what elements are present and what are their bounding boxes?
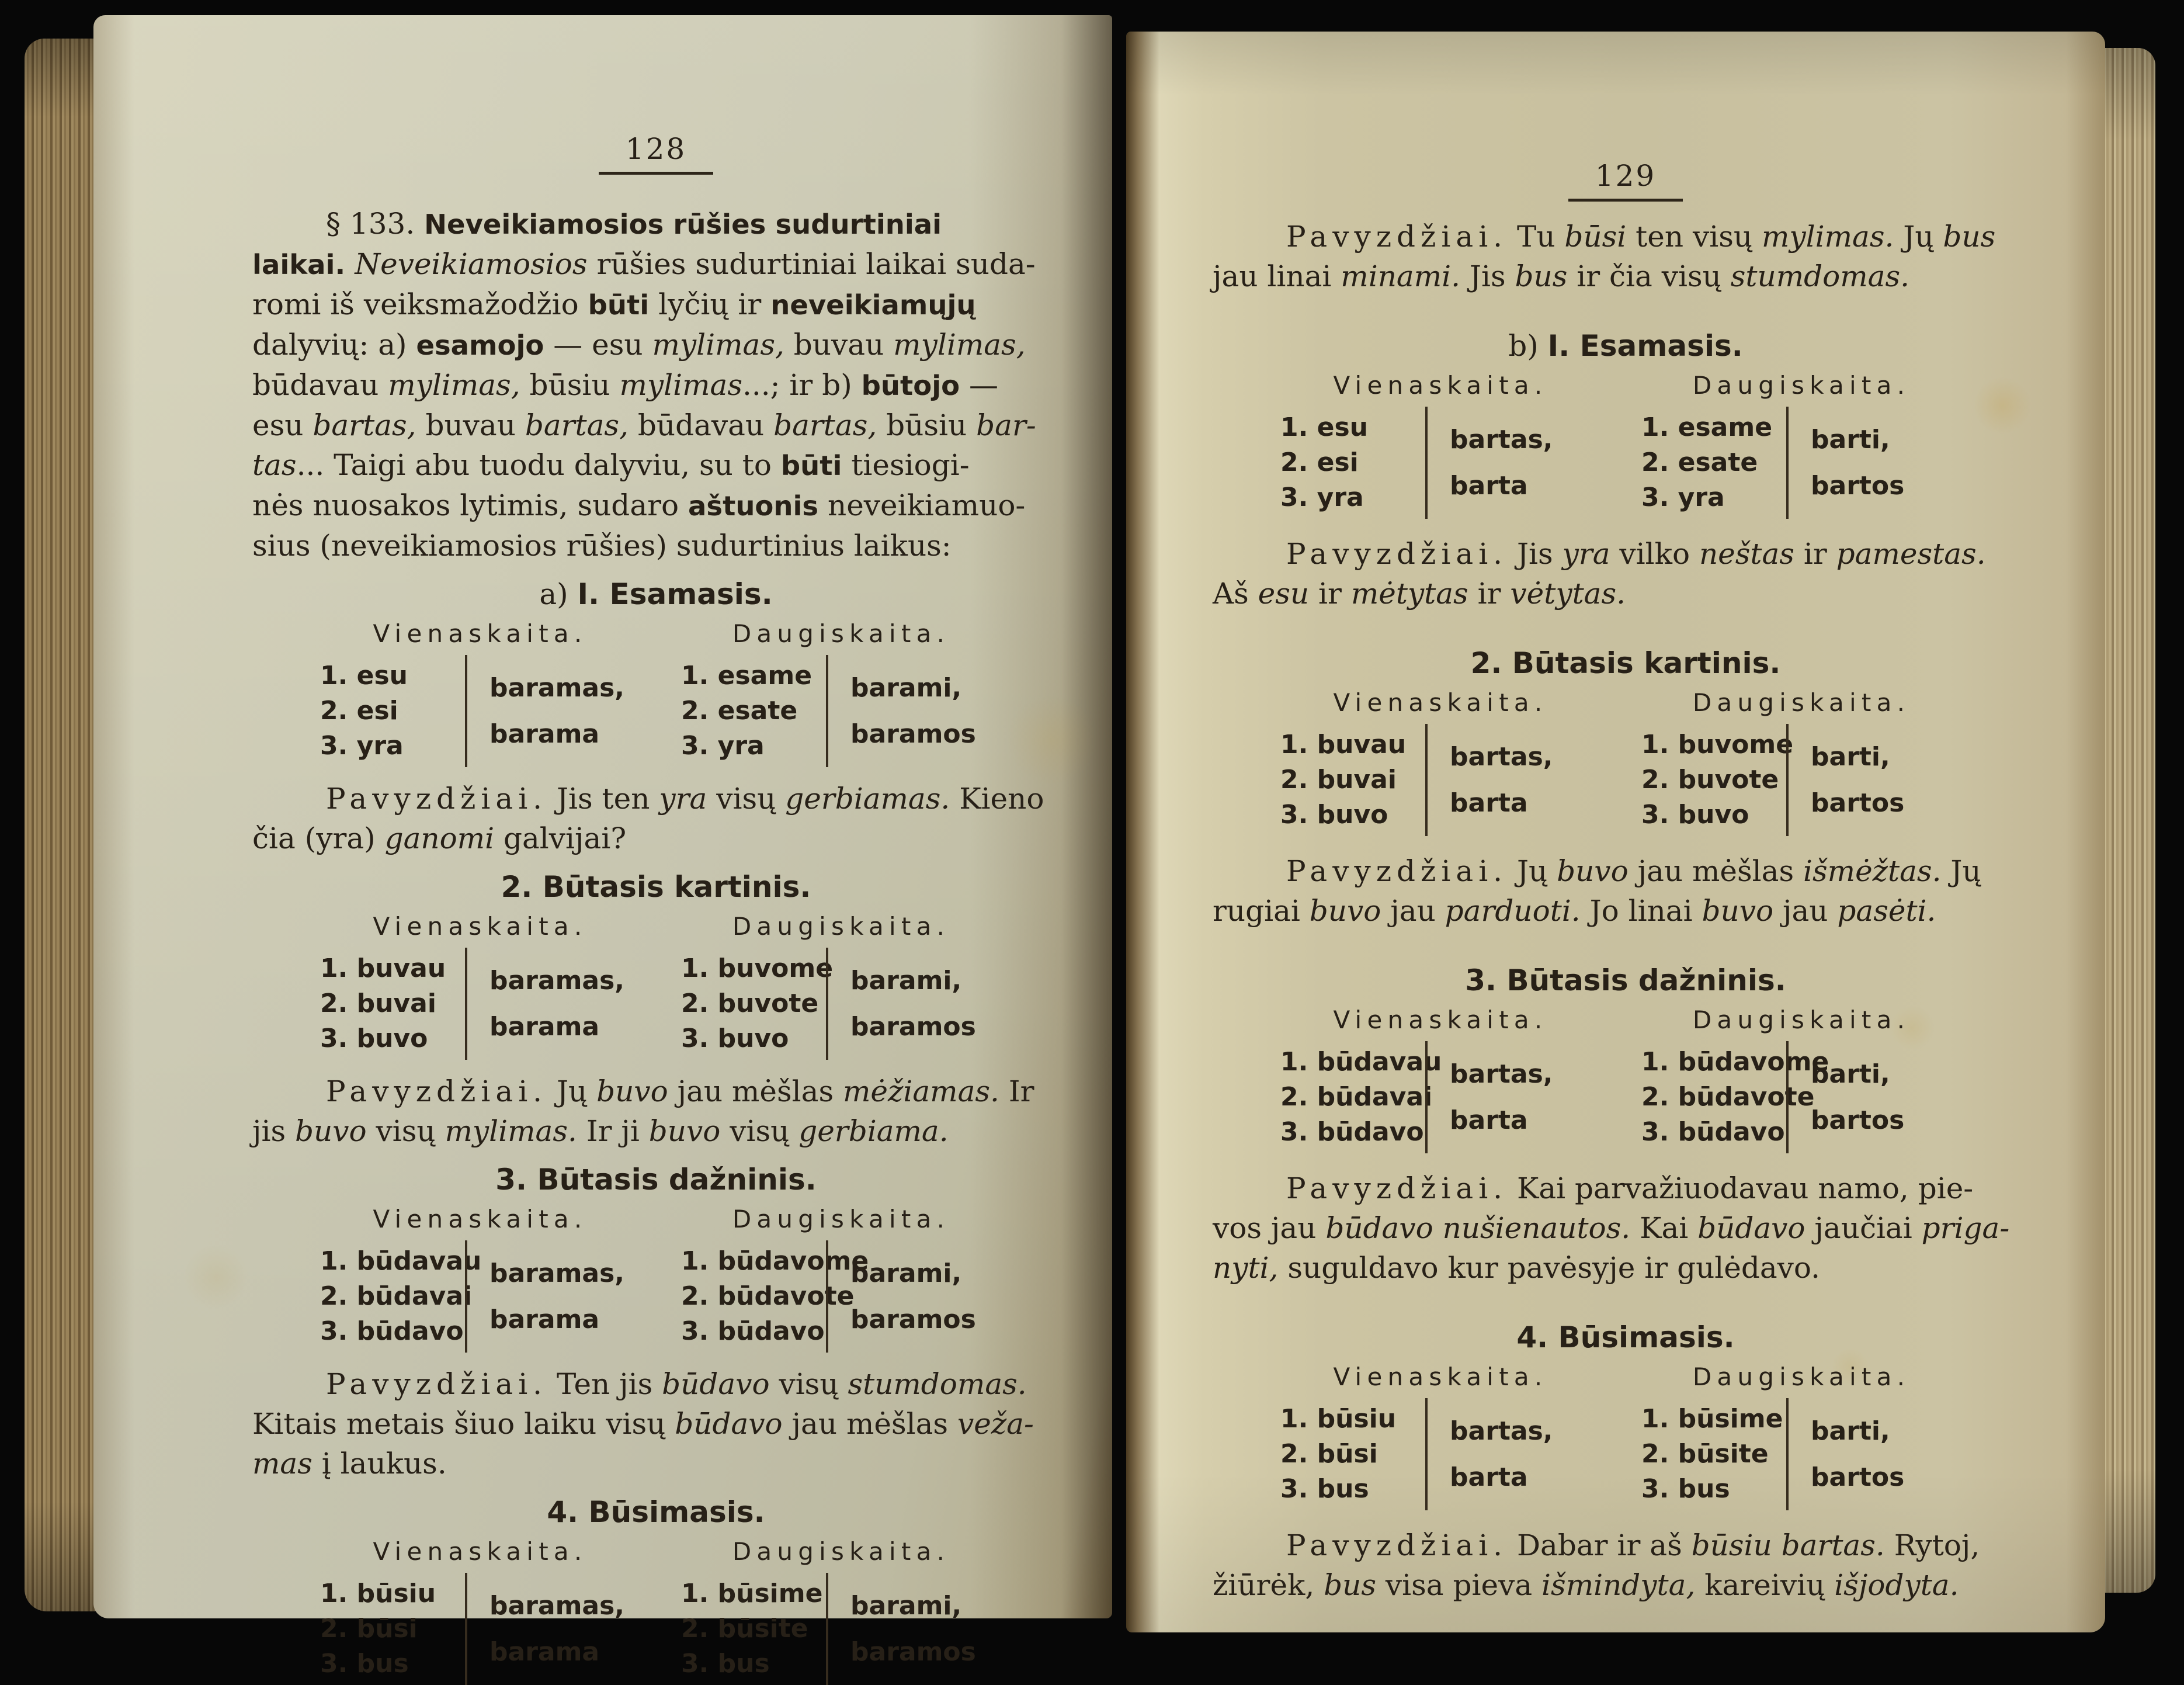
section-heading: 3. Būtasis dažninis. bbox=[1465, 963, 1786, 997]
singular-header: Vienaskaita. bbox=[373, 912, 588, 941]
text-line: laikai. Neveikiamosios rūšies sudurtiniai laikai suda- bbox=[252, 247, 1036, 281]
participle-line: barami, bbox=[850, 1258, 962, 1288]
text-line: Aš esu ir mėtytas ir vėtytas. bbox=[1213, 577, 1626, 611]
participle-line: bartas, bbox=[1450, 1416, 1553, 1446]
pronoun-forms-column bbox=[320, 1573, 460, 1685]
text-line: nyti, suguldavo kur pavėsyje ir gulėdavo. bbox=[1213, 1251, 1821, 1285]
text-line: jis buvo visų mylimas. Ir ji buvo visų gerbiama. bbox=[252, 1114, 949, 1148]
plural-group bbox=[1641, 1362, 1961, 1510]
plural-header: Daugiskaita. bbox=[1692, 1362, 1911, 1391]
singular-group bbox=[320, 912, 640, 1060]
participle-line: bartos bbox=[1811, 788, 1905, 818]
singular-group bbox=[1280, 1362, 1600, 1510]
participle-line: barti, bbox=[1811, 1416, 1890, 1446]
participle-line: baramas, bbox=[489, 1591, 625, 1621]
participle-line: barta bbox=[1450, 1462, 1528, 1492]
examples-paragraph bbox=[252, 1072, 1060, 1151]
participle-line: baramas, bbox=[489, 673, 625, 703]
section-butasis-kartinis bbox=[252, 870, 1060, 1151]
participle-cell bbox=[1425, 724, 1553, 836]
conjugation-item: 2. būdavai bbox=[320, 1281, 473, 1311]
participle-line: bartas, bbox=[1450, 742, 1553, 772]
pronoun-forms-column bbox=[681, 1240, 869, 1353]
conjugation-item: 2. būsi bbox=[1280, 1439, 1378, 1469]
text-line: nės nuosakos lytimis, sudaro aštuonis neveikiamuo- bbox=[252, 488, 1026, 522]
pronoun-forms-column bbox=[320, 948, 460, 1060]
singular-group bbox=[1280, 688, 1600, 836]
participle-line: barami, bbox=[850, 1591, 962, 1621]
participle-line: barama bbox=[489, 719, 600, 749]
conjugation-item: 1. esu bbox=[320, 661, 408, 691]
conjugation-item: 1. būdavau bbox=[320, 1246, 482, 1276]
singular-header: Vienaskaita. bbox=[1333, 1362, 1548, 1391]
participle-line: baramos bbox=[850, 1012, 976, 1042]
singular-group bbox=[320, 619, 640, 767]
participle-line: barama bbox=[489, 1637, 600, 1667]
conjugation-item: 1. buvome bbox=[1641, 730, 1794, 760]
left-page bbox=[93, 15, 1112, 1679]
section-busimasis bbox=[252, 1495, 1060, 1685]
participle-line: bartas, bbox=[1450, 425, 1553, 455]
plural-group bbox=[681, 619, 1001, 767]
pronoun-forms-column bbox=[320, 1240, 482, 1353]
conjugation-item: 3. buvo bbox=[1641, 800, 1749, 830]
conjugation-item: 2. esi bbox=[1280, 448, 1359, 477]
plural-group bbox=[681, 912, 1001, 1060]
section-heading: 2. Būtasis kartinis. bbox=[501, 870, 811, 904]
conjugation-item: 3. bus bbox=[681, 1649, 770, 1679]
conjugation-item: 3. būdavo bbox=[681, 1316, 825, 1346]
section-heading: 3. Būtasis dažninis. bbox=[495, 1163, 817, 1197]
conjugation-table bbox=[320, 912, 1060, 1060]
plural-group bbox=[1641, 1006, 1961, 1153]
plural-header: Daugiskaita. bbox=[732, 1205, 950, 1233]
participle-line: barta bbox=[1450, 471, 1528, 501]
conjugation-item: 3. bus bbox=[1280, 1474, 1369, 1504]
page-number: 129 bbox=[1568, 159, 1683, 202]
conjugation-item: 2. būdavai bbox=[1280, 1082, 1433, 1112]
page-number-row bbox=[252, 132, 1060, 175]
section-heading: 4. Būsimasis. bbox=[1516, 1320, 1735, 1354]
singular-group bbox=[1280, 371, 1600, 519]
participle-cell bbox=[1786, 724, 1904, 836]
conjugation-item: 2. būsite bbox=[681, 1614, 808, 1644]
examples-paragraph bbox=[1213, 851, 2039, 931]
text-line: Kitais metais šiuo laiku visų būdavo jau mėšlas veža- bbox=[252, 1407, 1034, 1441]
pronoun-forms-column bbox=[681, 655, 821, 767]
conjugation-item: 3. buvo bbox=[1280, 800, 1388, 830]
section-butasis-kartinis bbox=[1213, 646, 2039, 931]
singular-group bbox=[320, 1205, 640, 1353]
text-line: Pavyzdžiai. Jų buvo jau mėšlas mėžiamas. Ir bbox=[326, 1074, 1034, 1108]
participle-cell bbox=[1425, 1398, 1553, 1510]
conjugation-table bbox=[320, 1205, 1060, 1353]
participle-line: barama bbox=[489, 1305, 600, 1334]
singular-header: Vienaskaita. bbox=[373, 1537, 588, 1566]
pronoun-forms-column bbox=[681, 948, 834, 1060]
conjugation-item: 1. buvau bbox=[320, 954, 446, 983]
plural-group bbox=[1641, 688, 1961, 836]
conjugation-item: 3. yra bbox=[681, 731, 765, 761]
conjugation-item: 1. būsime bbox=[1641, 1404, 1783, 1434]
pronoun-forms-column bbox=[1641, 1041, 1829, 1153]
participle-line: baramas, bbox=[489, 1258, 625, 1288]
text-line: būdavau mylimas, būsiu mylimas...; ir b) būtojo — bbox=[252, 368, 998, 402]
pronoun-forms-column bbox=[1280, 724, 1421, 836]
section-esamasis bbox=[1213, 329, 2039, 613]
conjugation-item: 2. esate bbox=[1641, 448, 1758, 477]
text-line: dalyvių: a) esamojo — esu mylimas, buvau mylimas, bbox=[252, 328, 1026, 362]
left-page-content bbox=[252, 15, 1060, 1685]
participle-line: barta bbox=[1450, 788, 1528, 818]
section-butasis-dazninis bbox=[1213, 963, 2039, 1288]
pronoun-forms-column bbox=[1641, 407, 1782, 519]
conjugation-item: 2. buvai bbox=[1280, 765, 1397, 795]
conjugation-item: 2. būdavote bbox=[1641, 1082, 1815, 1112]
participle-line: barti, bbox=[1811, 1059, 1890, 1089]
pronoun-forms-column bbox=[1280, 1398, 1421, 1510]
participle-line: bartos bbox=[1811, 471, 1905, 501]
conjugation-table bbox=[1280, 1006, 2039, 1153]
section-heading: a) I. Esamasis. bbox=[539, 577, 773, 611]
participle-line: baramas, bbox=[489, 966, 625, 996]
singular-header: Vienaskaita. bbox=[1333, 371, 1548, 400]
singular-header: Vienaskaita. bbox=[1333, 688, 1548, 717]
pronoun-forms-column bbox=[1641, 724, 1794, 836]
plural-group bbox=[681, 1205, 1001, 1353]
intro-paragraph bbox=[252, 204, 1060, 566]
participle-line: barti, bbox=[1811, 742, 1890, 772]
participle-cell bbox=[465, 1240, 624, 1353]
participle-cell bbox=[1425, 1041, 1553, 1153]
conjugation-item: 1. buvome bbox=[681, 954, 834, 983]
text-line: mas į laukus. bbox=[252, 1447, 447, 1481]
conjugation-item: 1. buvau bbox=[1280, 730, 1407, 760]
conjugation-table bbox=[320, 619, 1060, 767]
text-line: jau linai minami. Jis bus ir čia visų stumdomas. bbox=[1213, 259, 1909, 293]
conjugation-item: 1. būdavau bbox=[1280, 1047, 1442, 1077]
singular-header: Vienaskaita. bbox=[373, 619, 588, 648]
conjugation-item: 2. buvote bbox=[681, 989, 819, 1018]
right-fore-edge bbox=[2104, 48, 2155, 1593]
plural-header: Daugiskaita. bbox=[732, 912, 950, 941]
conjugation-item: 1. būsiu bbox=[1280, 1404, 1397, 1434]
text-line: Pavyzdžiai. Ten jis būdavo visų stumdomas. bbox=[326, 1367, 1027, 1401]
participle-line: barami, bbox=[850, 673, 962, 703]
participle-line: bartas, bbox=[1450, 1059, 1553, 1089]
conjugation-item: 3. yra bbox=[1641, 483, 1725, 512]
examples-paragraph bbox=[252, 779, 1060, 858]
participle-line: barta bbox=[1450, 1105, 1528, 1135]
conjugation-item: 2. buvai bbox=[320, 989, 436, 1018]
conjugation-item: 3. yra bbox=[320, 731, 404, 761]
conjugation-item: 1. esu bbox=[1280, 412, 1369, 442]
plural-group bbox=[1641, 371, 1961, 519]
conjugation-item: 2. buvote bbox=[1641, 765, 1779, 795]
participle-line: baramos bbox=[850, 1637, 976, 1667]
text-line: Pavyzdžiai. Tu būsi ten visų mylimas. Jų bus bbox=[1286, 220, 1996, 254]
section-esamasis bbox=[252, 577, 1060, 858]
plural-header: Daugiskaita. bbox=[732, 619, 950, 648]
text-line: Pavyzdžiai. Kai parvažiuodavau namo, pie- bbox=[1286, 1171, 1974, 1205]
left-fore-edge bbox=[25, 39, 96, 1611]
plural-group bbox=[681, 1537, 1001, 1685]
singular-group bbox=[320, 1537, 640, 1685]
text-line: esu bartas, buvau bartas, būdavau bartas, būsiu bar- bbox=[252, 408, 1036, 442]
right-page-content bbox=[1213, 32, 2039, 1605]
participle-cell bbox=[465, 655, 624, 767]
participle-cell bbox=[1425, 407, 1553, 519]
participle-line: baramos bbox=[850, 719, 976, 749]
participle-line: barami, bbox=[850, 966, 962, 996]
text-line: rugiai buvo jau parduoti. Jo linai buvo jau pasėti. bbox=[1213, 894, 1936, 928]
singular-header: Vienaskaita. bbox=[373, 1205, 588, 1233]
conjugation-item: 3. yra bbox=[1280, 483, 1364, 512]
text-line: Pavyzdžiai. Jis ten yra visų gerbiamas. Kieno bbox=[326, 782, 1044, 816]
singular-group bbox=[1280, 1006, 1600, 1153]
conjugation-item: 3. būdavo bbox=[1641, 1117, 1785, 1147]
conjugation-item: 2. būsi bbox=[320, 1614, 418, 1644]
conjugation-item: 2. būdavote bbox=[681, 1281, 855, 1311]
conjugation-item: 1. būdavome bbox=[1641, 1047, 1829, 1077]
text-line: tas... Taigi abu tuodu dalyviu, su to būti tiesiogi- bbox=[252, 448, 970, 482]
conjugation-item: 3. buvo bbox=[320, 1024, 428, 1053]
conjugation-table bbox=[320, 1537, 1060, 1685]
conjugation-item: 3. būdavo bbox=[320, 1316, 464, 1346]
section-heading: 2. Būtasis kartinis. bbox=[1470, 646, 1781, 680]
examples-paragraph bbox=[1213, 1169, 2039, 1288]
section-heading: b) I. Esamasis. bbox=[1508, 329, 1743, 363]
participle-cell bbox=[465, 948, 624, 1060]
conjugation-item: 1. būdavome bbox=[681, 1246, 869, 1276]
text-line: čia (yra) ganomi galvijai? bbox=[252, 821, 627, 855]
pronoun-forms-column bbox=[1641, 1398, 1782, 1510]
examples-paragraph bbox=[1213, 1525, 2039, 1605]
participle-line: baramos bbox=[850, 1305, 976, 1334]
participle-cell bbox=[1786, 407, 1904, 519]
text-line: Pavyzdžiai. Jis yra vilko neštas ir pamestas. bbox=[1286, 537, 1986, 571]
conjugation-item: 1. būsime bbox=[681, 1579, 823, 1608]
plural-header: Daugiskaita. bbox=[1692, 371, 1911, 400]
conjugation-item: 1. esame bbox=[681, 661, 813, 691]
participle-line: bartos bbox=[1811, 1462, 1905, 1492]
participle-cell bbox=[1786, 1041, 1904, 1153]
conjugation-item: 3. bus bbox=[1641, 1474, 1730, 1504]
conjugation-item: 2. būsite bbox=[1641, 1439, 1769, 1469]
examples-paragraph bbox=[1213, 217, 2039, 296]
page-number-row bbox=[1213, 159, 2039, 202]
text-line: vos jau būdavo nušienautos. Kai būdavo jaučiai priga- bbox=[1213, 1211, 2010, 1245]
plural-header: Daugiskaita. bbox=[1692, 688, 1911, 717]
conjugation-item: 3. būdavo bbox=[1280, 1117, 1424, 1147]
participle-cell bbox=[465, 1573, 624, 1685]
participle-cell bbox=[826, 948, 976, 1060]
conjugation-table bbox=[1280, 1362, 2039, 1510]
text-line: žiūrėk, bus visa pieva išmindyta, kareivių išjodyta. bbox=[1213, 1568, 1959, 1602]
examples-paragraph bbox=[1213, 534, 2039, 613]
pronoun-forms-column bbox=[320, 655, 460, 767]
examples-paragraph bbox=[252, 1364, 1060, 1483]
conjugation-item: 2. esate bbox=[681, 696, 798, 726]
participle-cell bbox=[826, 1573, 976, 1685]
text-line: romi iš veiksmažodžio būti lyčių ir neveikiamųjų bbox=[252, 287, 976, 321]
conjugation-table bbox=[1280, 688, 2039, 836]
participle-line: bartos bbox=[1811, 1105, 1905, 1135]
participle-cell bbox=[826, 655, 976, 767]
text-line: § 133. Neveikiamosios rūšies sudurtiniai bbox=[326, 207, 942, 241]
singular-header: Vienaskaita. bbox=[1333, 1006, 1548, 1034]
pronoun-forms-column bbox=[681, 1573, 821, 1685]
text-line: Pavyzdžiai. Jų buvo jau mėšlas išmėžtas. Jų bbox=[1286, 854, 1981, 888]
plural-header: Daugiskaita. bbox=[732, 1537, 950, 1566]
pronoun-forms-column bbox=[1280, 407, 1421, 519]
participle-cell bbox=[826, 1240, 976, 1353]
conjugation-item: 2. esi bbox=[320, 696, 398, 726]
section-heading: 4. Būsimasis. bbox=[547, 1495, 765, 1529]
participle-line: barti, bbox=[1811, 425, 1890, 455]
page-number: 128 bbox=[599, 132, 713, 175]
participle-cell bbox=[1786, 1398, 1904, 1510]
plural-header: Daugiskaita. bbox=[1692, 1006, 1911, 1034]
pronoun-forms-column bbox=[1280, 1041, 1442, 1153]
section-busimasis bbox=[1213, 1320, 2039, 1605]
text-line: sius (neveikiamosios rūšies) sudurtinius laikus: bbox=[252, 529, 952, 563]
conjugation-table bbox=[1280, 371, 2039, 519]
right-page bbox=[1126, 32, 2105, 1632]
participle-line: barama bbox=[489, 1012, 600, 1042]
conjugation-item: 1. būsiu bbox=[320, 1579, 436, 1608]
conjugation-item: 1. esame bbox=[1641, 412, 1773, 442]
conjugation-item: 3. buvo bbox=[681, 1024, 789, 1053]
conjugation-item: 3. bus bbox=[320, 1649, 409, 1679]
text-line: Pavyzdžiai. Dabar ir aš būsiu bartas. Rytoj, bbox=[1286, 1528, 1980, 1562]
section-butasis-dazninis bbox=[252, 1163, 1060, 1483]
